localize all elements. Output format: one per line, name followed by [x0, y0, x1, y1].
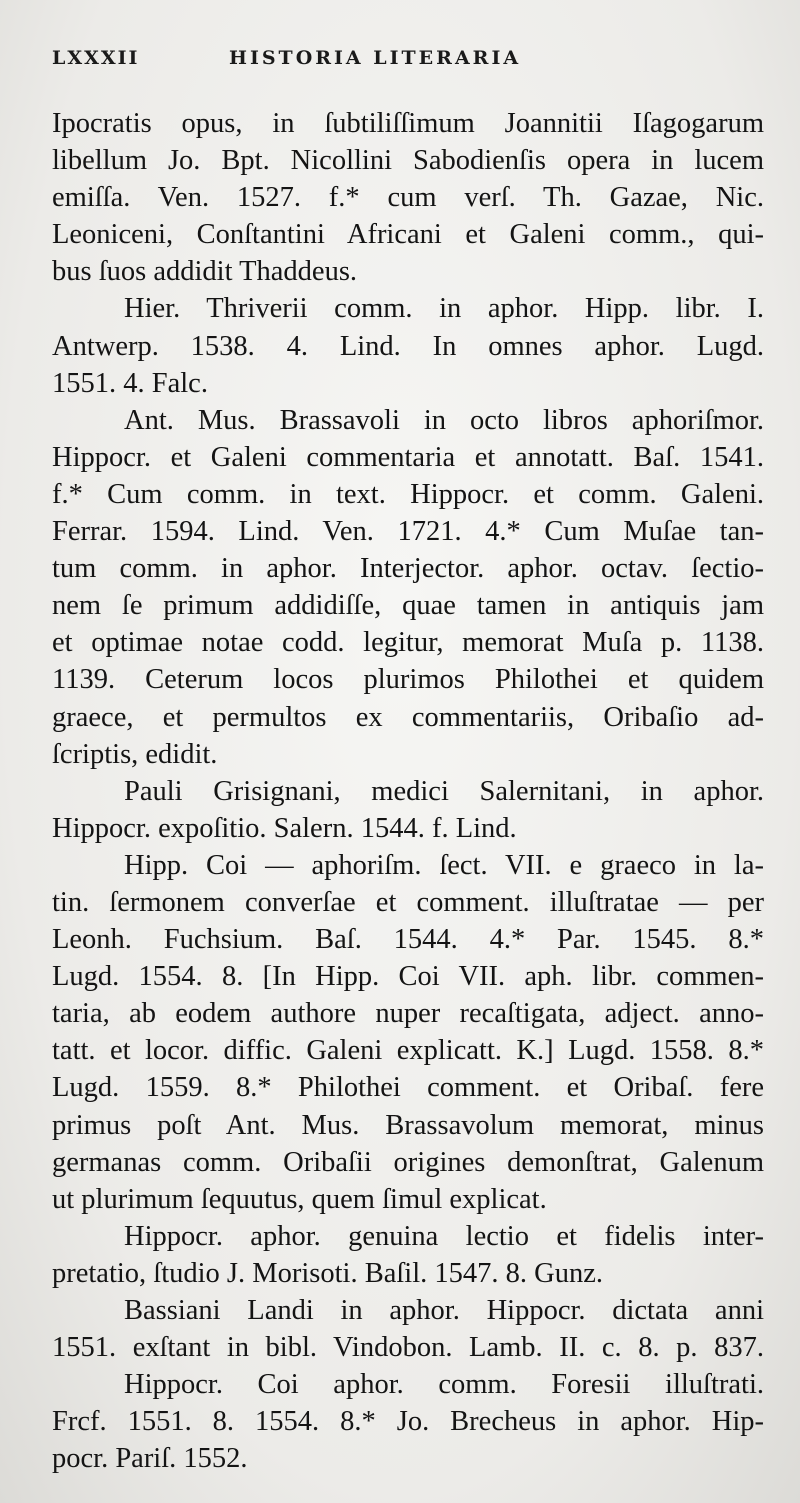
text-line: f.* Cum comm. in text. Hippocr. et comm. Galeni. — [52, 478, 764, 510]
text-line: nem ſe primum addidiſſe, quae tamen in antiquis jam — [52, 590, 764, 622]
text-line: Leonh. Fuchsium. Baſ. 1544. 4.* Par. 1545. 8.* — [52, 924, 764, 956]
text-line: Antwerp. 1538. 4. Lind. In omnes aphor. Lugd. — [52, 330, 764, 362]
text-line: primus poſt Ant. Mus. Brassavolum memorat, minus — [52, 1109, 764, 1141]
text-line: pretatio, ſtudio J. Morisoti. Baſil. 1547. 8. Gunz. — [52, 1257, 603, 1289]
text-line: Frcf. 1551. 8. 1554. 8.* Jo. Brecheus in aphor. Hip- — [52, 1406, 764, 1438]
running-head: HISTORIA LITERARIA — [229, 47, 522, 69]
text-line: Hipp. Coi — aphoriſm. ſect. VII. e graeco in la- — [124, 849, 764, 881]
text-line: Lugd. 1559. 8.* Philothei comment. et Oribaſ. fere — [52, 1072, 764, 1104]
text-line: 1551. exſtant in bibl. Vindobon. Lamb. II. c. 8. p. 837. — [52, 1332, 764, 1364]
text-line: emiſſa. Ven. 1527. f.* cum verſ. Th. Gazae, Nic. — [52, 182, 764, 214]
text-line: Hippocr. Coi aphor. comm. Foresii illuſtrati. — [124, 1369, 764, 1401]
text-line: Hippocr. expoſitio. Salern. 1544. f. Lind. — [52, 812, 517, 844]
text-line: 1551. 4. Falc. — [52, 367, 208, 399]
page-header — [52, 47, 772, 77]
text-line: ſcriptis, edidit. — [52, 738, 218, 770]
text-line: libellum Jo. Bpt. Nicollini Sabodienſis opera in lucem — [52, 145, 764, 177]
text-line: bus ſuos addidit Thaddeus. — [52, 256, 358, 288]
text-line: Pauli Grisignani, medici Salernitani, in aphor. — [124, 775, 764, 807]
text-line: Lugd. 1554. 8. [In Hipp. Coi VII. aph. libr. commen- — [52, 961, 764, 993]
text-line: Leoniceni, Conſtantini Africani et Galeni comm., qui- — [52, 219, 764, 251]
text-line: Hippocr. aphor. genuina lectio et fidelis inter- — [124, 1220, 764, 1252]
text-line: Ipocratis opus, in ſubtiliſſimum Joannitii Iſagogarum — [52, 108, 764, 139]
text-line: Hier. Thriverii comm. in aphor. Hipp. libr. I. — [124, 293, 764, 325]
text-line: tin. ſermonem converſae et comment. illuſtratae — per — [52, 886, 764, 918]
text-line: et optimae notae codd. legitur, memorat Muſa p. 1138. — [52, 627, 764, 659]
text-line: tatt. et locor. diffic. Galeni explicatt. K.] Lugd. 1558. 8.* — [52, 1035, 764, 1067]
text-line: tum comm. in aphor. Interjector. aphor. octav. ſectio- — [52, 553, 764, 585]
text-line: Bassiani Landi in aphor. Hippocr. dictata anni — [124, 1295, 764, 1326]
text-line: ut plurimum ſequutus, quem ſimul explicat. — [52, 1183, 547, 1215]
folio-number: LXXXII — [52, 47, 140, 69]
text-line: germanas comm. Oribaſii origines demonſtrat, Galenum — [52, 1146, 764, 1178]
text-line: 1139. Ceterum locos plurimos Philothei et quidem — [52, 664, 764, 696]
text-line: Ant. Mus. Brassavoli in octo libros aphoriſmor. — [124, 404, 764, 436]
text-line: pocr. Pariſ. 1552. — [52, 1443, 248, 1475]
text-line: graece, et permultos ex commentariis, Oribaſio ad- — [52, 701, 764, 733]
body-text — [52, 105, 764, 1477]
text-line: Ferrar. 1594. Lind. Ven. 1721. 4.* Cum Muſae tan- — [52, 516, 764, 548]
text-line: Hippocr. et Galeni commentaria et annotatt. Baſ. 1541. — [52, 441, 764, 473]
text-line: taria, ab eodem authore nuper recaſtigata, adject. anno- — [52, 998, 764, 1030]
